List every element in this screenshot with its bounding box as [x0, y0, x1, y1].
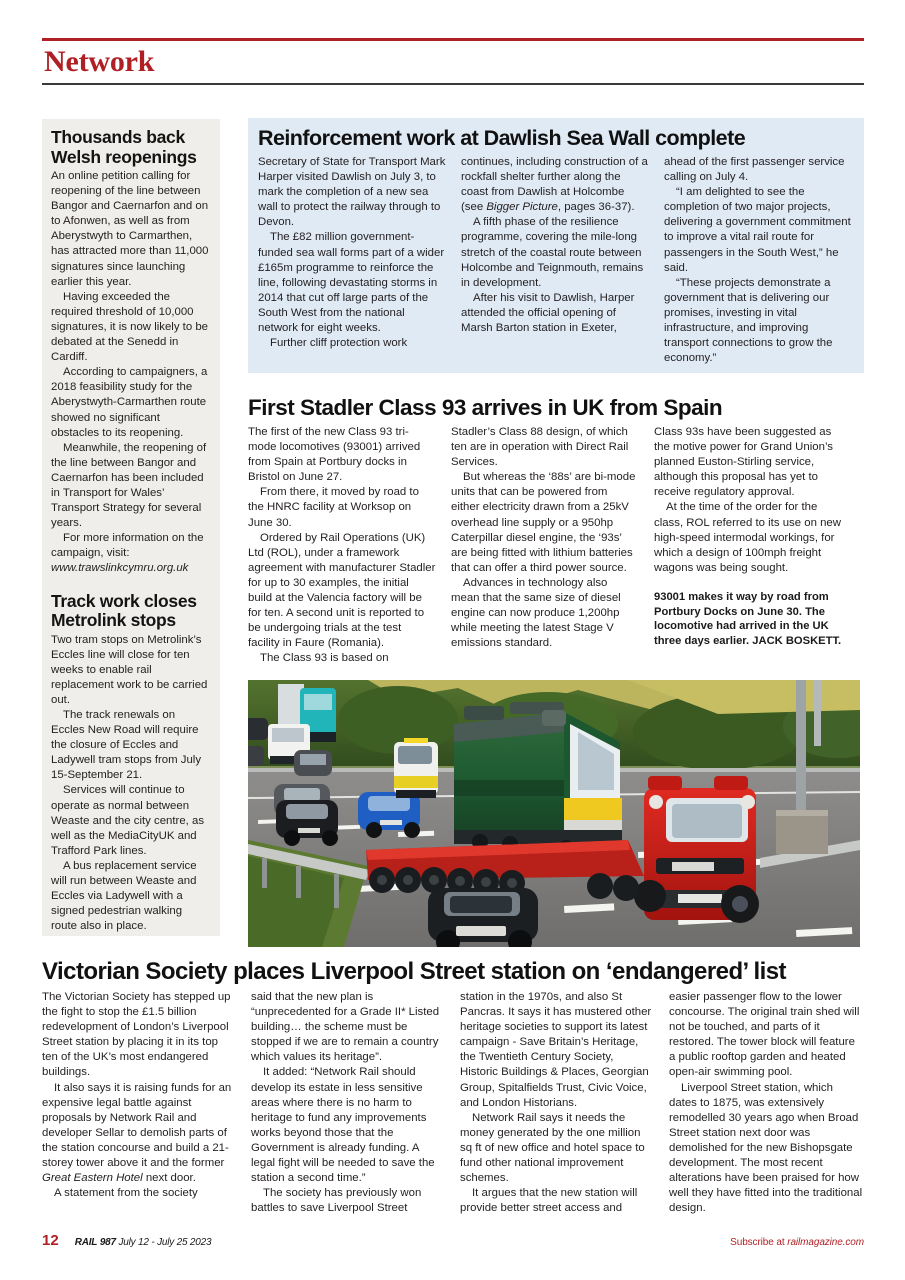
paragraph: The Class 93 is based on — [260, 652, 389, 665]
stadler-column-1 — [248, 425, 436, 667]
col2-lead: continues, including construction of a rockfall shelter further along the coast from Dawlish at Holcombe (see — [461, 156, 648, 214]
magazine-title: RAIL — [74, 1237, 98, 1248]
folio-page-number: 12 — [42, 1232, 59, 1249]
masthead — [42, 38, 864, 85]
paragraph: said that the new plan is “unprecedented for a Grade II* Listed building… the scheme must be stopped if we are to remain a country which values its heritage”. — [251, 991, 440, 1064]
subscribe-lead: Subscribe at — [730, 1237, 788, 1248]
paragraph: Class 93s have been suggested as the motive power for Grand Union’s planned Euston-Stirling service, although this proposal has yet to receive regulatory approval. — [654, 426, 833, 499]
paragraph: A fifth phase of the resilience programme, covering the mile-long stretch of the coastal route between Holcombe and Teignmouth, remains in development. — [461, 216, 644, 289]
paragraph: “I am delighted to see the completion of two major projects, delivering a government commitment to improve a vital rail route for passengers in the South West,” he said. — [664, 186, 851, 274]
black-suv-foreground — [428, 888, 538, 947]
victorian-column-4 — [669, 990, 863, 1216]
subscribe-url[interactable]: railmagazine.com — [787, 1237, 864, 1248]
article-victorian-society — [42, 958, 864, 1216]
hotel-name-italic: Great Eastern Hotel — [42, 1172, 143, 1185]
dawlish-column-2 — [461, 155, 649, 366]
sidebar-body-welsh — [51, 169, 211, 577]
sidebar-body-metrolink — [51, 633, 211, 935]
paragraph: The society has previously won battles to save Liverpool Street — [251, 1187, 422, 1215]
paragraph: A bus replacement service will run between Weaste and Eccles via Ladywell with a signed pedestrian walking route also in place. — [51, 859, 197, 933]
paragraph: But whereas the ‘88s’ are bi-mode units that can be powered from either electricity drawn from a 25kV overhead line supply or a 950hp Caterpillar diesel engine, the ‘93s’ are being fitted with lithium batteries that can offer a third power source. — [451, 471, 636, 574]
sidebar-headline-welsh: Thousands back Welsh reopenings — [51, 127, 197, 167]
headline-victorian-society: Victorian Society places Liverpool Street station on ‘endangered’ list — [42, 958, 786, 985]
col1-text: It also says it is raising funds for an expensive legal battle against proposals by Network Rail and developer Sellar to demolish parts of the station concourse and build a 21-storey tower above it and the — [42, 1081, 232, 1170]
article-dawlish-sea-wall — [248, 118, 864, 373]
col1-italic-tail: next door. — [142, 1172, 196, 1185]
photo-class-93-road-move — [248, 680, 860, 947]
paragraph: The track renewals on Eccles New Road will require the closure of Eccles and Ladywell tram stops from July 15-September 21. — [51, 709, 202, 782]
campaign-website: www.trawslinkcymru.org.uk — [51, 562, 189, 575]
dawlish-columns — [258, 155, 854, 366]
paragraph: station in the 1970s, and also St Pancras. It says it has mustered other heritage societies to support its latest campaign - Save Britain’s Heritage, the Twentieth Century Society, Historic Buildings & Places, Georgian Group, Spitalfields Trust, Civic Voice, and London Historians. — [460, 991, 652, 1109]
issue-line — [75, 1237, 212, 1248]
col2-tail: , pages 36-37). — [557, 201, 635, 214]
col1-italic-lead: former — [191, 1157, 225, 1170]
paragraph-continued — [461, 155, 649, 215]
stadler-column-2 — [451, 425, 639, 667]
paragraph: Having exceeded the required threshold of 10,000 signatures, it is now likely to be debated at the Senedd in Cardiff. — [51, 290, 209, 364]
article-stadler-class-93 — [248, 395, 864, 667]
caption-text: 93001 makes it way by road from Portbury Docks on June 30. The locomotive had arrived in the UK three days earlier. — [654, 590, 829, 647]
issue-dates: July 12 - July 25 2023 — [118, 1237, 212, 1248]
sidebar-headline-metrolink: Track work closes Metrolink stops — [51, 590, 197, 631]
photo-illustration — [248, 680, 860, 947]
cross-reference-italic: Bigger Picture — [486, 201, 558, 214]
paragraph-with-italic — [42, 1081, 236, 1187]
paragraph: Liverpool Street station, which dates to 1875, was extensively remodelled 30 years ago when Broad Street station next door was demolished for the new Bishopsgate development. The most recent alterations have been praised for how well they have fitted into the traditional design. — [669, 1081, 863, 1215]
paragraph: The Victorian Society has stepped up the fight to stop the £1.5 billion redevelopment of London’s Liverpool Street station by placing it in its top ten of the UK’s most endangered buildings. — [42, 991, 231, 1079]
headline-dawlish: Reinforcement work at Dawlish Sea Wall complete — [258, 126, 746, 150]
subscribe-line[interactable] — [730, 1237, 864, 1248]
paragraph: Ordered by Rail Operations (UK) Ltd (ROL), under a framework agreement with manufacturer Stadler for up to 30 examples, the initial build at the Valencia factory will be for ten. A second unit is reported to be undergoing trials at the test facility in Faure (Romania). — [248, 531, 436, 650]
paragraph: ahead of the first passenger service calling on July 4. — [664, 156, 845, 184]
paragraph: After his visit to Dawlish, Harper attended the official opening of Marsh Barton station in Exeter, — [461, 291, 635, 335]
paragraph: Services will continue to operate as normal between Weaste and the city centre, as well as the MediaCityUK and Trafford Park lines. — [51, 784, 205, 857]
paragraph: Advances in technology also mean that the same size of diesel engine can now produce 1,200hp while meeting the latest Stage V emissions standard. — [451, 576, 621, 650]
paragraph: Two tram stops on Metrolink’s Eccles line will close for ten weeks to enable rail replacement work to be carried out. — [51, 633, 208, 706]
headline-stadler: First Stadler Class 93 arrives in UK from Spain — [248, 395, 723, 420]
paragraph: Network Rail says it needs the money generated by the one million sq ft of new office and hotel space to fund other national improvement schemes. — [460, 1111, 645, 1185]
paragraph: Stadler’s Class 88 design, of which ten are in operation with Direct Rail Services. — [451, 426, 629, 469]
page-title: Network — [44, 45, 155, 78]
paragraph: The first of the new Class 93 tri-mode locomotives (93001) arrived from Spain at Portbury docks in Bristol on June 27. — [248, 426, 421, 484]
paragraph: Secretary of State for Transport Mark Harper visited Dawlish on July 3, to mark the completion of a new sea wall to protect the railway through to Devon. — [258, 156, 446, 229]
victorian-column-1 — [42, 990, 236, 1216]
victorian-columns — [42, 990, 864, 1216]
sidebar-story-metrolink — [51, 592, 211, 935]
sidebar-panel — [42, 119, 220, 936]
paragraph: Further cliff protection work — [270, 337, 408, 350]
stadler-columns — [248, 425, 864, 667]
closing-lead: For more information on the campaign, visit: — [51, 532, 204, 560]
photo-caption — [654, 590, 842, 648]
paragraph: It argues that the new station will provide better street access and — [460, 1187, 638, 1215]
paragraph-with-link — [51, 531, 211, 576]
paragraph: At the time of the order for the class, ROL referred to its use on new high-speed intermodal workings, for which a design of 100mph freight wagons was being sought. — [654, 501, 841, 574]
dawlish-column-1 — [258, 155, 446, 366]
paragraph: An online petition calling for reopening of the line between Bangor and Caernarfon and on to Afonwen, as well as from Aberystwyth to Carmarthen, has attracted more than 11,000 signatures since launching earlier this year. — [51, 170, 209, 288]
sidebar-story-welsh-reopenings — [51, 128, 211, 577]
victorian-column-3 — [460, 990, 654, 1216]
paragraph: It added: “Network Rail should develop its estate in less sensitive areas where there is no harm to heritage to fund any improvements works beyond those that the Government is already funding. A legal fight will be needed to save the station a second time.” — [251, 1066, 435, 1185]
paragraph: According to campaigners, a 2018 feasibility study for the Aberystwyth-Carmarthen route showed no significant obstacles to its reopening. — [51, 366, 208, 439]
stadler-column-3 — [654, 425, 842, 667]
escort-van — [394, 738, 438, 798]
issue-number: 987 — [99, 1237, 116, 1248]
paragraph: The £82 million government-funded sea wall forms part of a wider £165m programme to reinforce the line, following devastating storms in 2014 that cut off large parts of the South West from the national network for eight weeks. — [258, 231, 445, 335]
paragraph: Meanwhile, the reopening of the line between Bangor and Caernarfon has been included in Transport for Wales’ Transport Strategy for several years. — [51, 441, 207, 530]
victorian-column-2 — [251, 990, 445, 1216]
paragraph: From there, it moved by road to the HNRC facility at Worksop on June 30. — [248, 486, 419, 529]
masthead-bottom-rule — [42, 83, 864, 85]
stadler-column-3-body — [654, 425, 842, 576]
paragraph: A statement from the society — [54, 1187, 198, 1200]
dawlish-column-3 — [664, 155, 852, 366]
paragraph: “These projects demonstrate a government that is delivering our promises, investing in vital infrastructure, and improving transport connections to grow the economy.” — [664, 276, 833, 365]
paragraph: easier passenger flow to the lower concourse. The original train shed will not be touched, and parts of it restored. The tower block will feature a public rooftop garden and heated open-air swimming pool. — [669, 991, 860, 1079]
photo-credit: JACK BOSKETT. — [752, 634, 842, 647]
page-footer — [42, 1232, 864, 1249]
